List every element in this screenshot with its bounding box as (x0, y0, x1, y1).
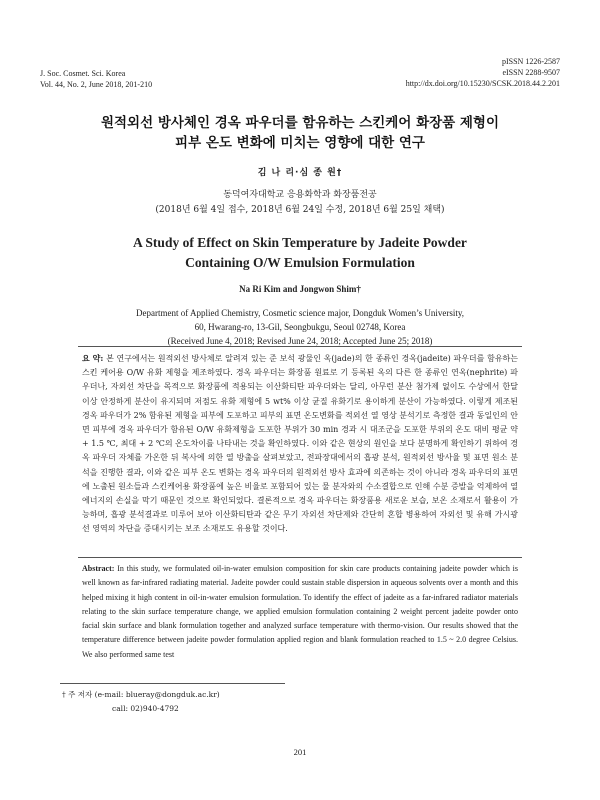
journal-name: J. Soc. Cosmet. Sci. Korea (40, 69, 126, 78)
korean-affiliation-block (40, 188, 560, 218)
korean-abstract-text: 본 연구에서는 원적외선 방사체로 알려져 있는 준 보석 광물인 옥(jade)의 한 종류인 경옥(jadeite) 파우더를 함유하는 스킨 케어용 O/W 유화 제형을 제조하였다. 경옥 파우더는 화장품 원료로 기 등록된 옥의 다른 한 종류인 연옥(nephrite) 파우더나, 자외선 차단을 목적으로 화장품에 적용되는 이산화티탄 파우더와는 달리, 아무런 분산 첨가제 없이도 수상에서 한달 이상 안정하게 분산이 유지되며 저점도 유화 제형에 5 wt% 이상 균질 유화기로 용이하게 분산이 가능하였다. 이렇게 제조된 경옥 파우더가 2% 함유된 제형을 피부에 도포하고 피부의 표면 온도변화를 적외선 열 영상 분석기로 측정한 결과 동일인의 안면 피부에 경옥 파우더가 함유된 O/W 유화제형을 도포한 부위가 30 min 경과 시 대조군을 도포한 부위의 온도 대비 평균 약 + 1.5 ℃, 최대 + 2 ℃의 온도차이를 나타내는 것을 확인하였다. 이와 같은 현상의 원인을 보다 분명하게 확인하기 위하여 경옥 파우더 자체를 가온한 뒤 복사에 의한 열 방출을 살펴보았고, 전파장대에서의 흡광 분석, 원적외선 방사율 및 표면 원소 분석을 진행한 결과, 이와 같은 피부 온도 변화는 경옥 파우더의 원적외선 방사 효과에 의존하는 것이 아니라 경옥 파우더의 표면에 노출된 원소들과 스킨케어용 화장품에 높은 비율로 포함되어 있는 물 분자와의 수소결합으로 인해 수분 증발을 억제하여 열에너지의 손실을 막기 때문인 것으로 확인되었다. 결론적으로 경옥 파우더는 화장품용 새로운 보습, 보온 소재로서 활용이 가능하며, 흡광 분석결과로 미루어 보아 이산화티탄과 같은 무기 자외선 차단제와 간단히 혼합 병용하여 자외선 및 유해 가시광선 영역의 차단을 증대시키는 보조 소재로도 유용할 것이다. (82, 354, 518, 534)
english-abstract-text: In this study, we formulated oil-in-water emulsion composition for skin care products containing jadeite powder which is well known as far-infrared radiating material. Jadeite powder could sustain stable dispersion in aqueous solvents over a month and this helped mixing it high content in oil-in-water emulsion formulation. To identify the effect of jadeite as a far-infrared radiator materials relating to the skin surface temperature change, we applied emulsion formulation containing 2 weight percent jadeite powder onto facial skin surface and blank formulation together and analyzed surface temperature with thermo-vision. Our results showed that the temperature difference between jadeite powder formulation applied region and blank formulation reached to 1.5 ~ 2.0 degree Celsius. We also performed same test (82, 564, 518, 659)
footnote-rule (60, 683, 285, 684)
korean-abstract-label: 요 약: (82, 353, 104, 363)
pissn: pISSN 1226-2587 (501, 57, 560, 66)
abstract-divider-rule (78, 557, 522, 558)
english-title-line2: Containing O/W Emulsion Formulation (185, 255, 415, 270)
english-title (40, 233, 560, 273)
eissn: eISSN 2288-9507 (502, 68, 560, 77)
footnote-author-email: † 주 저자 (e-mail: blueray@dongduk.ac.kr) (62, 690, 220, 699)
english-dates: (Received June 4, 2018; Revised June 24, 2018; Accepted June 25; 2018) (167, 336, 433, 346)
korean-dates: (2018년 6월 4일 접수, 2018년 6월 24일 수정, 2018년 6월 25일 채택) (155, 205, 445, 215)
korean-title (40, 113, 560, 153)
english-affiliation-block (40, 306, 560, 348)
journal-volume: Vol. 44, No. 2, June 2018, 201-210 (40, 80, 153, 89)
journal-header-right (406, 56, 560, 89)
english-affiliation-line2: 60, Hwarang-ro, 13-Gil, Seongbukgu, Seoul 02748, Korea (194, 322, 406, 332)
page-number: 201 (293, 747, 307, 757)
english-authors: Na Ri Kim and Jongwon Shim† (239, 284, 361, 294)
journal-header-left (40, 68, 152, 90)
korean-affiliation: 동덕여자대학교 응용화학과 화장품전공 (223, 190, 377, 200)
korean-title-line1: 원적외선 방사체인 경옥 파우더를 함유하는 스킨케어 화장품 제형이 (100, 115, 500, 131)
doi-link[interactable]: http://dx.doi.org/10.15230/SCSK.2018.44.2.201 (405, 79, 560, 88)
english-abstract (82, 562, 518, 662)
footnote-phone: call: 02)940-4792 (112, 704, 179, 713)
abstract-top-rule (78, 346, 522, 347)
english-title-line1: A Study of Effect on Skin Temperature by Jadeite Powder (133, 235, 467, 250)
english-affiliation-line1: Department of Applied Chemistry, Cosmetic science major, Dongduk Women’s University, (135, 308, 465, 318)
english-abstract-label: Abstract: (82, 564, 115, 573)
korean-title-line2: 피부 온도 변화에 미치는 영향에 대한 연구 (175, 135, 425, 151)
korean-authors: 김 나 리·심 종 원† (257, 168, 343, 178)
footnote (62, 688, 220, 716)
korean-abstract (82, 351, 518, 537)
